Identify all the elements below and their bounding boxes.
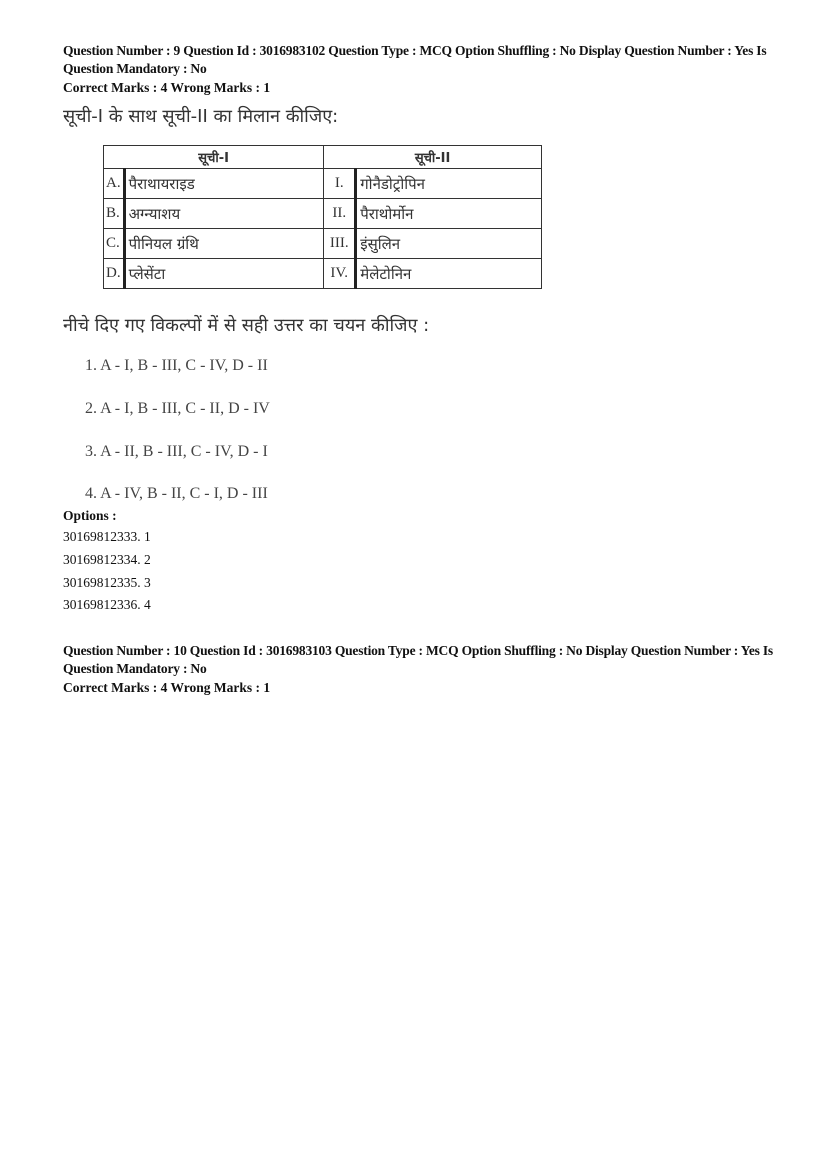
row-value: पैराथोर्मोन — [356, 199, 542, 229]
row-value: मेलेटोनिन — [356, 259, 542, 289]
list-1-header: सूची-I — [104, 146, 324, 169]
row-key: C. — [104, 229, 125, 259]
row-key: I. — [324, 169, 356, 199]
row-key: IV. — [324, 259, 356, 289]
row-key: III. — [324, 229, 356, 259]
choice-4: 4. A - IV, B - II, C - I, D - III — [85, 485, 268, 502]
table-row — [104, 169, 542, 199]
question-10-meta: Question Number : 10 Question Id : 3016983103 Question Type : MCQ Option Shuffling : No Display Question Number : Yes Is Question Mandatory : No — [63, 643, 773, 676]
question-10-marks: Correct Marks : 4 Wrong Marks : 1 — [63, 680, 271, 695]
table-row — [104, 199, 542, 229]
row-value: पीनियल ग्रंथि — [124, 229, 324, 259]
question-9-meta: Question Number : 9 Question Id : 3016983102 Question Type : MCQ Option Shuffling : No Display Question Number : Yes Is Question Mandatory : No — [63, 43, 767, 76]
row-value: गोनैडोट्रोपिन — [356, 169, 542, 199]
options-label: Options : — [63, 508, 117, 523]
question-9-marks: Correct Marks : 4 Wrong Marks : 1 — [63, 80, 271, 95]
option-id-4: 30169812336. 4 — [63, 597, 151, 612]
option-id-1: 30169812333. 1 — [63, 529, 151, 544]
row-key: II. — [324, 199, 356, 229]
question-9-instruction: सूची-I के साथ सूची-II का मिलान कीजिए: — [63, 106, 339, 127]
row-value: अग्न्याशय — [124, 199, 324, 229]
choice-2: 2. A - I, B - III, C - II, D - IV — [85, 400, 270, 417]
row-value: प्लेसेंटा — [124, 259, 324, 289]
question-9-prompt: नीचे दिए गए विकल्पों में से सही उत्तर का चयन कीजिए : — [63, 315, 430, 336]
row-key: B. — [104, 199, 125, 229]
match-table — [103, 145, 542, 289]
choice-1: 1. A - I, B - III, C - IV, D - II — [85, 357, 268, 374]
row-value: इंसुलिन — [356, 229, 542, 259]
row-value: पैराथायराइड — [124, 169, 324, 199]
option-id-3: 30169812335. 3 — [63, 575, 151, 590]
choice-3: 3. A - II, B - III, C - IV, D - I — [85, 443, 268, 460]
row-key: A. — [104, 169, 125, 199]
option-id-2: 30169812334. 2 — [63, 552, 151, 567]
table-row — [104, 229, 542, 259]
row-key: D. — [104, 259, 125, 289]
table-row — [104, 259, 542, 289]
list-2-header: सूची-II — [324, 146, 542, 169]
